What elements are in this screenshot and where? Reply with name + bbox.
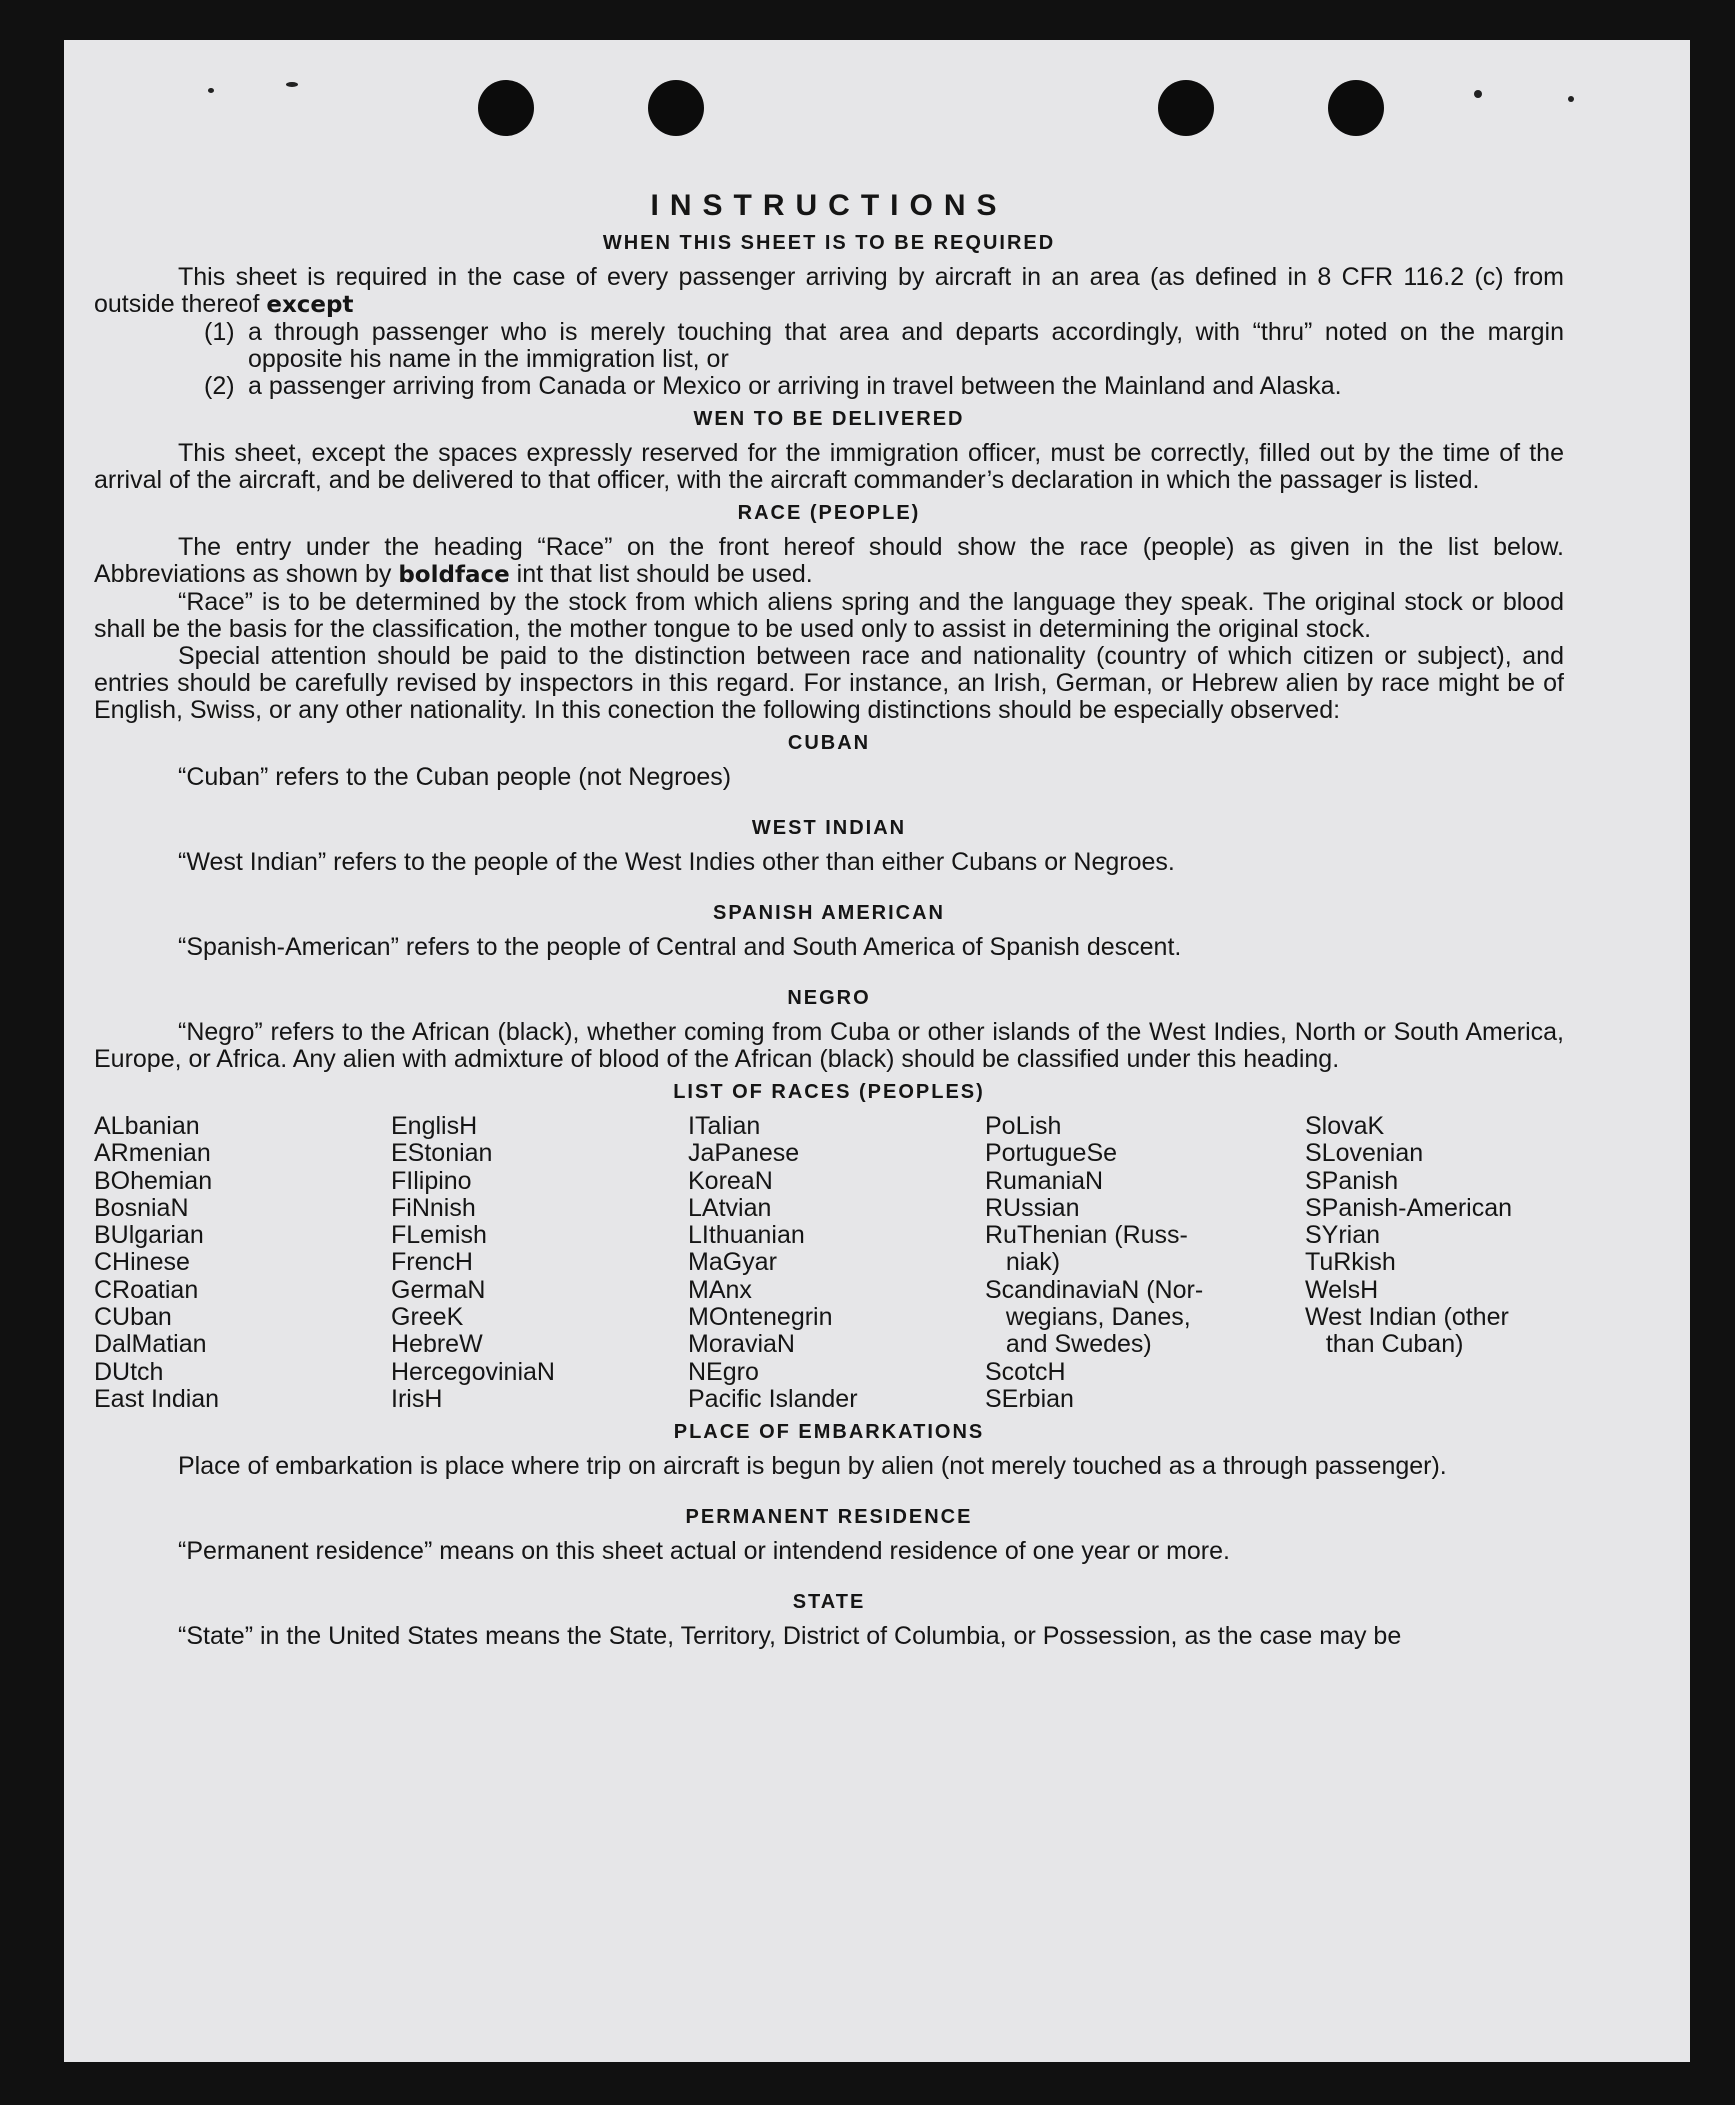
race-entry: FIlipino [391, 1166, 472, 1195]
section-heading-cuban: CUBAN [787, 732, 871, 754]
page-title: INSTRUCTIONS [650, 189, 1008, 222]
race-entry: ALbanian [94, 1112, 200, 1140]
instructions-content [94, 188, 1564, 1650]
when-delivered-paragraph: This sheet, except the spaces expressly reserved for the immigration officer, must be correctly, filled out by the time of the arrival of the aircraft, and be delivered to that officer, with the aircraft commander’s declaration in which the passager is listed. [94, 439, 1564, 494]
race-entry: MoraviaN [688, 1330, 795, 1359]
race-entry: KoreaN [688, 1166, 773, 1195]
punch-hole [1158, 80, 1214, 136]
race-column [391, 1113, 688, 1413]
race-entry: RUssian [985, 1193, 1080, 1222]
race-text-before: The entry under the heading “Race” on the front hereof should show the race (people) as given in the list below. Abbreviations as shown by [94, 533, 1564, 588]
race-entry: IrisH [391, 1384, 443, 1413]
race-entry: WelsH [1305, 1275, 1379, 1304]
race-entry: PortugueSe [985, 1139, 1118, 1168]
race-entry: TuRkish [1305, 1248, 1396, 1277]
section-heading-embarkation: PLACE OF EMBARKATIONS [673, 1421, 985, 1444]
punch-hole [478, 80, 534, 136]
race-entry: JaPanese [688, 1139, 800, 1168]
race-entry: MOntenegrin [688, 1303, 833, 1332]
race-entry: CUban [94, 1303, 172, 1332]
boldface-keyword: boldface [398, 562, 510, 588]
except-keyword: except [266, 292, 354, 318]
race-entry: GreeK [391, 1303, 464, 1332]
race-entry: PoLish [985, 1112, 1062, 1140]
spanish-american-paragraph: “Spanish-American” refers to the people of Central and South America of Spanish descent. [178, 933, 1182, 961]
race-list [94, 1113, 1564, 1413]
race-paragraph-2: “Race” is to be determined by the stock from which aliens spring and the language they speak. The original stock or blood shall be the basis for the classification, the mother tongue to be used only to assist in determining the original stock. [94, 588, 1564, 643]
section-heading-list-of-races: LIST OF RACES (PEOPLES) [673, 1081, 985, 1103]
race-entry: MAnx [688, 1275, 752, 1304]
race-column [94, 1113, 391, 1413]
race-entry: HercegoviniaN [391, 1357, 555, 1386]
cuban-paragraph: “Cuban” refers to the Cuban people (not Negroes) [178, 763, 732, 791]
race-entry: LIthuanian [688, 1221, 805, 1250]
race-entry: SYrian [1305, 1221, 1381, 1250]
item-number: (1) [204, 318, 235, 346]
speck [1474, 90, 1482, 98]
race-entry: ARmenian [94, 1139, 211, 1168]
race-entry: wegians, Danes, [985, 1303, 1191, 1332]
race-entry: SErbian [985, 1384, 1074, 1413]
section-heading-race: RACE (PEOPLE) [737, 502, 921, 524]
race-entry: GermaN [391, 1275, 486, 1304]
speck [286, 82, 298, 87]
race-entry: FiNnish [391, 1193, 476, 1222]
race-entry: SPanish [1305, 1166, 1399, 1195]
item-text: a through passenger who is merely touching that area and departs accordingly, with “thru” noted on the margin opposite his name in the immigration list, or [248, 318, 1564, 373]
item-number: (2) [204, 372, 235, 400]
race-entry: SlovaK [1305, 1112, 1385, 1140]
race-entry: FrencH [391, 1248, 473, 1277]
race-entry: BosniaN [94, 1193, 189, 1222]
section-heading-permanent-residence: PERMANENT RESIDENCE [685, 1506, 973, 1529]
race-entry: DUtch [94, 1357, 164, 1386]
residence-paragraph: “Permanent residence” means on this sheet actual or intendend residence of one year or more. [178, 1537, 1230, 1566]
document-sheet [64, 40, 1690, 2062]
race-entry: DalMatian [94, 1330, 207, 1359]
item-text: a passenger arriving from Canada or Mexico or arriving in travel between the Mainland and Alaska. [248, 372, 1342, 400]
race-entry: ITalian [688, 1112, 761, 1140]
race-entry: CHinese [94, 1248, 190, 1277]
race-entry: ScotcH [985, 1357, 1066, 1386]
race-entry: FLemish [391, 1221, 487, 1250]
race-paragraph-3: Special attention should be paid to the distinction between race and nationality (country of which citizen or subject), and entries should be carefully revised by inspectors in this regard. For instance, an Irish, German, or Hebrew alien by race might be of English, Swiss, or any other nationality. In this conection the following distinctions should be especially observed: [94, 642, 1564, 724]
race-entry: niak) [985, 1248, 1061, 1277]
speck [1568, 96, 1574, 102]
race-entry: EStonian [391, 1139, 493, 1168]
race-entry: and Swedes) [985, 1330, 1152, 1359]
speck [208, 88, 214, 93]
race-entry: East Indian [94, 1384, 220, 1413]
west-indian-paragraph: “West Indian” refers to the people of the West Indies other than either Cubans or Negroes. [178, 848, 1175, 876]
section-heading-spanish-american: SPANISH AMERICAN [712, 902, 945, 924]
race-entry: ScandinaviaN (Nor- [985, 1275, 1204, 1304]
section-heading-negro: NEGRO [787, 987, 871, 1009]
race-entry: CRoatian [94, 1275, 199, 1304]
list-item [94, 319, 1564, 373]
race-column [985, 1113, 1305, 1413]
section-heading-when-delivered: WEN TO BE DELIVERED [693, 408, 965, 430]
race-column [688, 1113, 985, 1413]
race-entry: LAtvian [688, 1193, 772, 1222]
section-heading-west-indian: WEST INDIAN [751, 817, 907, 839]
race-entry: RuThenian (Russ- [985, 1221, 1188, 1250]
list-item [94, 373, 1564, 400]
race-entry: NEgro [688, 1357, 759, 1386]
negro-paragraph: “Negro” refers to the African (black), whether coming from Cuba or other islands of the West Indies, North or South America, Europe, or Africa. Any alien with admixture of blood of the African (black) should be classified under this heading. [94, 1018, 1564, 1073]
when-required-paragraph [94, 264, 1564, 319]
race-paragraph-1 [94, 534, 1564, 589]
race-entry: EnglisH [391, 1112, 478, 1140]
race-entry: SLovenian [1305, 1139, 1424, 1168]
race-text-after: int that list should be used. [516, 560, 813, 588]
when-required-text: This sheet is required in the case of every passenger arriving by aircraft in an area (as defined in 8 CFR 116.2 (c) from outside thereof [94, 263, 1564, 318]
race-entry: MaGyar [688, 1248, 777, 1277]
section-heading-when-required: WHEN THIS SHEET IS TO BE REQUIRED [602, 232, 1056, 254]
race-entry: HebreW [391, 1330, 483, 1359]
race-entry: Pacific Islander [688, 1384, 858, 1413]
race-entry: West Indian (other [1305, 1303, 1509, 1332]
section-heading-state: STATE [792, 1591, 866, 1614]
punch-hole [648, 80, 704, 136]
race-entry: BUlgarian [94, 1221, 204, 1250]
race-entry: than Cuban) [1305, 1330, 1464, 1359]
embarkation-paragraph: Place of embarkation is place where trip on aircraft is begun by alien (not merely touched as a through passenger). [178, 1452, 1447, 1481]
race-entry: RumaniaN [985, 1166, 1104, 1195]
state-paragraph: “State” in the United States means the State, Territory, District of Columbia, or Possession, as the case may be [178, 1622, 1402, 1651]
race-entry: BOhemian [94, 1166, 213, 1195]
race-entry: SPanish-American [1305, 1193, 1513, 1222]
punch-hole [1328, 80, 1384, 136]
race-column [1305, 1113, 1565, 1413]
